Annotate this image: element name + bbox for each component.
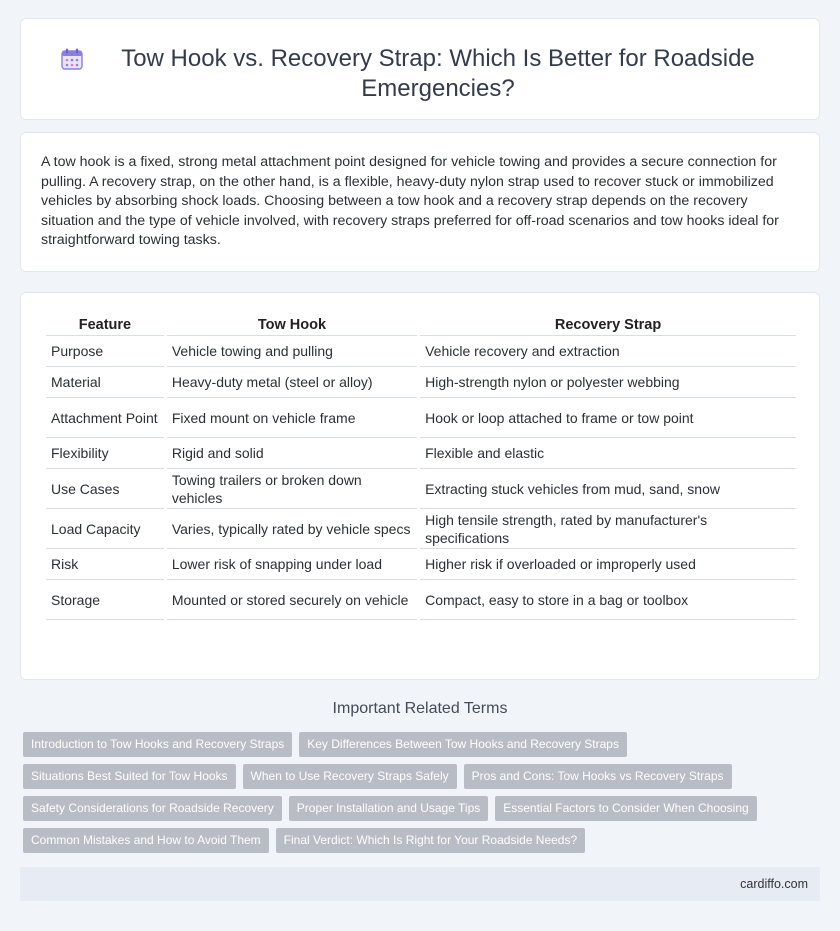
table-row bbox=[46, 336, 796, 367]
recovery-strap-cell: High tensile strength, rated by manufacturer's specifications bbox=[420, 509, 796, 549]
table-row bbox=[46, 398, 796, 438]
tow-hook-cell: Fixed mount on vehicle frame bbox=[167, 398, 417, 438]
table-row bbox=[46, 509, 796, 549]
footer-domain[interactable]: cardiffo.com bbox=[740, 877, 808, 891]
feature-cell: Material bbox=[46, 367, 164, 398]
table-row bbox=[46, 580, 796, 620]
feature-cell: Load Capacity bbox=[46, 509, 164, 549]
tow-hook-cell: Varies, typically rated by vehicle specs bbox=[167, 509, 417, 549]
feature-cell: Risk bbox=[46, 549, 164, 580]
related-tag[interactable]: Introduction to Tow Hooks and Recovery Straps bbox=[23, 732, 292, 757]
feature-cell: Storage bbox=[46, 580, 164, 620]
feature-cell: Purpose bbox=[46, 336, 164, 367]
related-tag[interactable]: When to Use Recovery Straps Safely bbox=[243, 764, 457, 789]
related-tag[interactable]: Key Differences Between Tow Hooks and Recovery Straps bbox=[299, 732, 627, 757]
table-row bbox=[46, 438, 796, 469]
related-tag[interactable]: Situations Best Suited for Tow Hooks bbox=[23, 764, 236, 789]
related-tags bbox=[23, 732, 823, 860]
intro-card bbox=[20, 132, 820, 272]
footer bbox=[20, 867, 820, 901]
table-row bbox=[46, 549, 796, 580]
tow-hook-cell: Rigid and solid bbox=[167, 438, 417, 469]
related-tag[interactable]: Common Mistakes and How to Avoid Them bbox=[23, 828, 269, 853]
feature-cell: Use Cases bbox=[46, 469, 164, 509]
recovery-strap-cell: Hook or loop attached to frame or tow point bbox=[420, 398, 796, 438]
recovery-strap-cell: Compact, easy to store in a bag or toolbox bbox=[420, 580, 796, 620]
related-tag[interactable]: Proper Installation and Usage Tips bbox=[289, 796, 488, 821]
feature-cell: Flexibility bbox=[46, 438, 164, 469]
table-row bbox=[46, 469, 796, 509]
recovery-strap-cell: Higher risk if overloaded or improperly used bbox=[420, 549, 796, 580]
title-card bbox=[20, 18, 820, 120]
tow-hook-cell: Vehicle towing and pulling bbox=[167, 336, 417, 367]
recovery-strap-cell: High-strength nylon or polyester webbing bbox=[420, 367, 796, 398]
tow-hook-cell: Towing trailers or broken down vehicles bbox=[167, 469, 417, 509]
recovery-strap-cell: Extracting stuck vehicles from mud, sand, snow bbox=[420, 469, 796, 509]
recovery-strap-cell: Flexible and elastic bbox=[420, 438, 796, 469]
header-feature: Feature bbox=[46, 317, 164, 336]
related-tag[interactable]: Pros and Cons: Tow Hooks vs Recovery Straps bbox=[464, 764, 732, 789]
recovery-strap-cell: Vehicle recovery and extraction bbox=[420, 336, 796, 367]
page-title: Tow Hook vs. Recovery Strap: Which Is Better for Roadside Emergencies? bbox=[121, 45, 755, 102]
table-row bbox=[46, 367, 796, 398]
related-tag[interactable]: Essential Factors to Consider When Choosing bbox=[495, 796, 756, 821]
table-header-row bbox=[46, 317, 796, 336]
related-tag[interactable]: Safety Considerations for Roadside Recovery bbox=[23, 796, 282, 821]
feature-cell: Attachment Point bbox=[46, 398, 164, 438]
intro-paragraph: A tow hook is a fixed, strong metal attachment point designed for vehicle towing and provides a secure connection for pulling. A recovery strap, on the other hand, is a flexible, heavy-duty nylon strap used to recover stuck or immobilized vehicles by absorbing shock loads. Choosing between a tow hook and a recovery strap depends on the recovery situation and the type of vehicle involved, with recovery straps preferred for off-road scenarios and tow hooks ideal for straightforward towing tasks. bbox=[41, 154, 779, 248]
related-tag[interactable]: Final Verdict: Which Is Right for Your Roadside Needs? bbox=[276, 828, 585, 853]
tow-hook-cell: Heavy-duty metal (steel or alloy) bbox=[167, 367, 417, 398]
comparison-card bbox=[20, 292, 820, 680]
calendar-icon bbox=[61, 48, 83, 70]
tow-hook-cell: Mounted or stored securely on vehicle bbox=[167, 580, 417, 620]
header-recovery-strap: Recovery Strap bbox=[420, 317, 796, 336]
comparison-table bbox=[43, 317, 799, 620]
header-tow-hook: Tow Hook bbox=[167, 317, 417, 336]
tow-hook-cell: Lower risk of snapping under load bbox=[167, 549, 417, 580]
related-terms-title: Important Related Terms bbox=[332, 700, 508, 717]
